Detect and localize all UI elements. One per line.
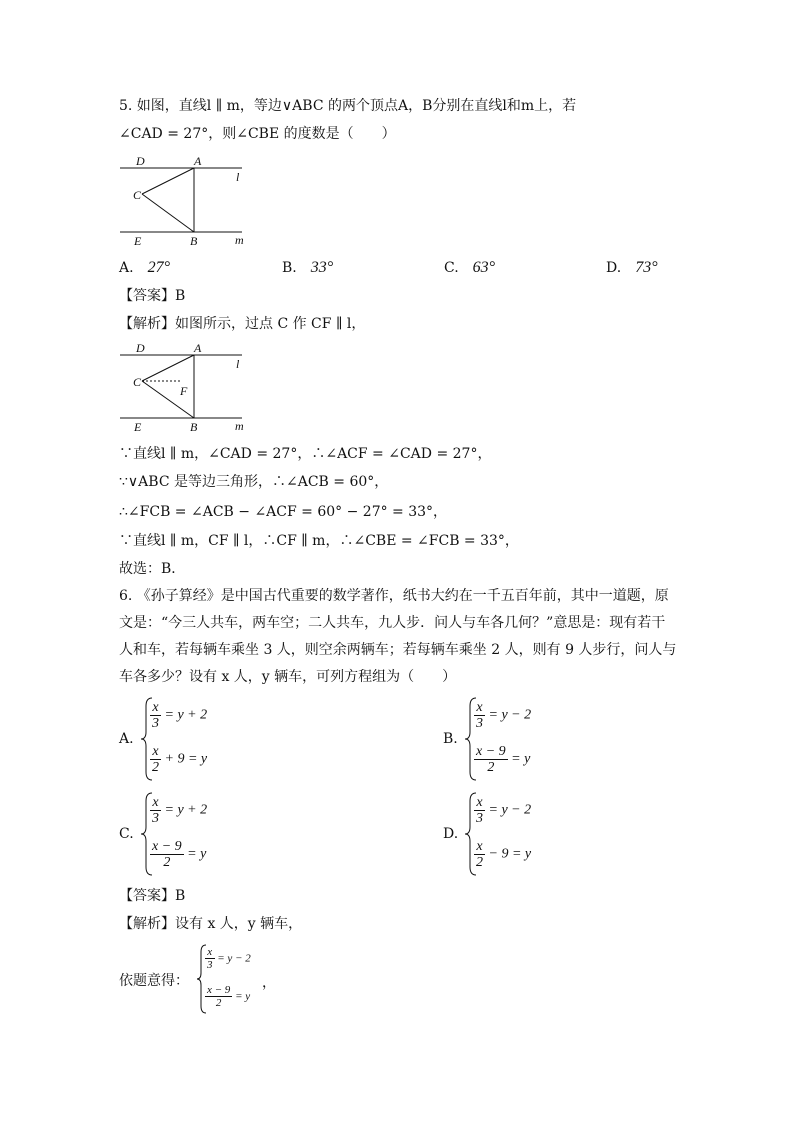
q6-answer: 【答案】B xyxy=(119,888,186,904)
q5-step-4: ∵直线l ∥ m，CF ∥ l，∴CF ∥ m，∴∠CBE = ∠FCB = 33°， xyxy=(119,533,519,549)
label-m: m xyxy=(235,233,244,247)
label-F: F xyxy=(180,384,188,398)
q5-conclusion: 故选：B． xyxy=(119,561,186,577)
q6-stem-line2: 文是：“今三人共车，两车空；二人共车，九人步．问人与车各几何？”意思是：现有若干 xyxy=(119,615,666,631)
q5-stem-line2: ∠CAD = 27°，则∠CBE 的度数是（ ） xyxy=(119,126,396,142)
q5-step-2: ∵∨ABC 是等边三角形，∴∠ACB = 60°， xyxy=(119,474,389,490)
q5-stem-line1: 5. 如图，直线l ∥ m，等边∨ABC 的两个顶点A，B分别在直线l和m上，若 xyxy=(119,98,577,114)
q6-analysis-intro: 【解析】设有 x 人，y 辆车， xyxy=(119,916,303,932)
q6-stem-line4: 车各多少？设有 x 人，y 辆车，可列方程组为（ ） xyxy=(119,669,457,685)
q6-solution-label: 依题意得： xyxy=(119,973,189,989)
svg-text:C: C xyxy=(133,375,142,389)
label-B: B xyxy=(190,234,198,248)
q5-figure xyxy=(116,150,256,250)
svg-text:m: m xyxy=(235,419,244,433)
q5-option-a: A. 27° xyxy=(119,259,170,276)
label-E: E xyxy=(134,234,142,248)
segment-CB xyxy=(142,194,194,232)
q5-step-1: ∵直线l ∥ m，∠CAD = 27°，∴∠ACF = ∠CAD = 27°， xyxy=(119,446,492,462)
q5-analysis-intro: 【解析】如图所示，过点 C 作 CF ∥ l， xyxy=(119,316,366,332)
svg-text:l: l xyxy=(236,357,240,371)
segment-CA xyxy=(142,168,194,194)
label-l: l xyxy=(236,170,240,184)
q5-step-3: ∴∠FCB = ∠ACB − ∠ACF = 60° − 27° = 33°， xyxy=(119,504,448,520)
q5-option-d: D. 73° xyxy=(606,259,658,276)
q5-option-b: B. 33° xyxy=(282,259,334,276)
q6-stem-line3: 人和车，若每辆车乘坐 3 人，则空余两辆车；若每辆车乘坐 2 人，则有 9 人步行，问人与 xyxy=(119,642,677,658)
label-A: A xyxy=(194,154,202,168)
svg-text:B: B xyxy=(190,420,198,434)
label-C: C xyxy=(133,188,142,202)
q5-option-c: C. 63° xyxy=(444,259,496,276)
q5-analysis-figure xyxy=(116,338,256,434)
q6-stem-line1: 6. 《孙子算经》是中国古代重要的数学著作，纸书大约在一千五百年前，其中一道题，原 xyxy=(119,588,669,604)
svg-text:A: A xyxy=(194,341,202,355)
q5-answer: 【答案】B xyxy=(119,288,186,304)
svg-text:E: E xyxy=(134,420,142,434)
label-D: D xyxy=(136,154,145,168)
svg-text:D: D xyxy=(136,341,145,355)
